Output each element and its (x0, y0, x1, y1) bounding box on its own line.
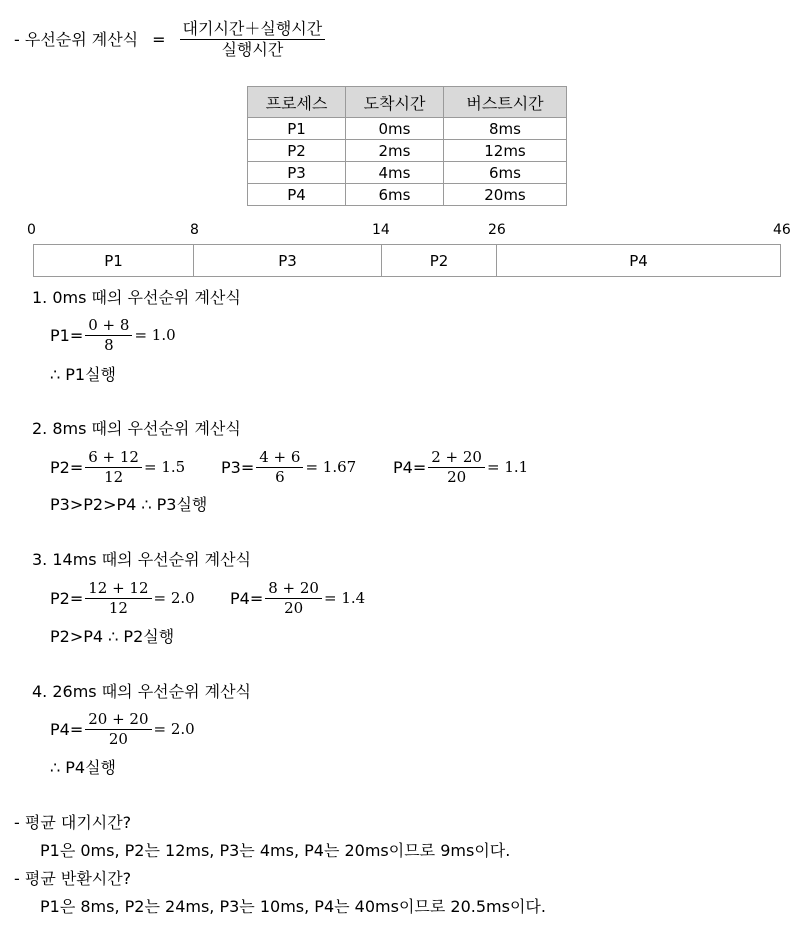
formula-fraction (256, 450, 303, 485)
formula-numerator: 6 + 12 (85, 450, 142, 468)
formula-numerator: 12 + 12 (85, 581, 151, 599)
formula-fraction (428, 450, 485, 485)
formula-fraction (85, 318, 132, 353)
table-row (248, 162, 567, 184)
col-header-arrival: 도착시간 (346, 87, 444, 118)
formula-denominator: 20 (447, 468, 467, 486)
formula-denominator: 12 (108, 599, 128, 617)
formula-denominator: 20 (108, 730, 128, 748)
gantt-tick: 14 (372, 222, 390, 238)
table-cell: 6ms (444, 162, 567, 184)
table-row (248, 140, 567, 162)
step-1-heading: 1. 0ms 때의 우선순위 계산식 (32, 288, 241, 307)
table-row (248, 118, 567, 140)
formula-numerator: 8 + 20 (265, 581, 322, 599)
gantt-segment-p2: P2 (381, 245, 496, 276)
formula-lhs: P4= (50, 719, 84, 739)
formula-value: = 1.0 (134, 326, 176, 344)
formula-lhs: P2= (50, 457, 84, 477)
formula-numerator: 20 + 20 (85, 712, 151, 730)
formula-lhs: P1= (50, 325, 84, 345)
formula-lhs: P4= (230, 588, 264, 608)
priority-formula (14, 21, 327, 58)
step-2-formula-p3 (221, 450, 356, 485)
table-cell: 20ms (444, 184, 567, 206)
formula-fraction (180, 21, 326, 58)
gantt-segment-p3: P3 (193, 245, 381, 276)
table-cell: 8ms (444, 118, 567, 140)
table-row (248, 184, 567, 206)
formula-value: = 1.4 (323, 589, 366, 607)
formula-numerator: 2 + 20 (428, 450, 485, 468)
step-3-result: P2>P4 ∴ P2실행 (50, 627, 175, 646)
gantt-tick: 8 (190, 222, 199, 238)
formula-denominator: 20 (284, 599, 304, 617)
step-2-formula-p4 (393, 450, 528, 485)
formula-numerator: 대기시간＋실행시간 (180, 21, 326, 40)
step-4-result: ∴ P4실행 (50, 758, 117, 777)
formula-denominator: 12 (104, 468, 124, 486)
formula-lhs: P3= (221, 457, 255, 477)
avg-turnaround-title: - 평균 반환시간? (14, 869, 132, 888)
gantt-tick: 0 (27, 222, 36, 238)
step-3-formula-p4 (230, 581, 365, 616)
formula-denominator: 8 (104, 336, 114, 354)
gantt-chart (33, 244, 781, 277)
col-header-process: 프로세스 (248, 87, 346, 118)
formula-equals: = (152, 29, 166, 49)
formula-value: = 1.1 (486, 458, 529, 476)
table-cell: 0ms (346, 118, 444, 140)
avg-wait-title: - 평균 대기시간? (14, 813, 132, 832)
table-cell: P3 (248, 162, 346, 184)
formula-fraction (85, 712, 151, 747)
step-2-formula-p2 (50, 450, 185, 485)
gantt-segment-p4: P4 (496, 245, 780, 276)
formula-lhs: P4= (393, 457, 427, 477)
process-table (247, 86, 567, 206)
table-cell: 12ms (444, 140, 567, 162)
table-cell: 2ms (346, 140, 444, 162)
formula-fraction (85, 581, 151, 616)
gantt-tick: 26 (488, 222, 506, 238)
gantt-segment-p1: P1 (104, 251, 123, 270)
formula-numerator: 0 + 8 (85, 318, 132, 336)
formula-fraction (85, 450, 142, 485)
step-3-formula-p2 (50, 581, 195, 616)
step-3-heading: 3. 14ms 때의 우선순위 계산식 (32, 550, 251, 569)
avg-turnaround-text: P1은 8ms, P2는 24ms, P3는 10ms, P4는 40ms이므로 20.5ms이다. (40, 897, 546, 916)
formula-fraction (265, 581, 322, 616)
gantt-tick: 46 (773, 222, 791, 238)
formula-denominator: 실행시간 (221, 40, 284, 59)
formula-value: = 1.67 (305, 458, 357, 476)
step-1-result: ∴ P1실행 (50, 365, 117, 384)
table-cell: 4ms (346, 162, 444, 184)
formula-value: = 2.0 (153, 720, 195, 738)
avg-wait-text: P1은 0ms, P2는 12ms, P3는 4ms, P4는 20ms이므로 9ms이다. (40, 841, 511, 860)
formula-value: = 1.5 (143, 458, 186, 476)
table-header-row (248, 87, 567, 118)
step-1-formula-p1 (50, 318, 176, 353)
col-header-burst: 버스트시간 (444, 87, 567, 118)
formula-denominator: 6 (275, 468, 285, 486)
formula-lhs: P2= (50, 588, 84, 608)
table-cell: P1 (248, 118, 346, 140)
table-cell: 6ms (346, 184, 444, 206)
formula-numerator: 4 + 6 (256, 450, 303, 468)
step-2-heading: 2. 8ms 때의 우선순위 계산식 (32, 419, 241, 438)
formula-title: - 우선순위 계산식 (14, 29, 139, 49)
formula-value: = 2.0 (153, 589, 195, 607)
table-cell: P4 (248, 184, 346, 206)
step-4-formula-p4 (50, 712, 195, 747)
step-2-result: P3>P2>P4 ∴ P3실행 (50, 495, 208, 514)
step-4-heading: 4. 26ms 때의 우선순위 계산식 (32, 682, 251, 701)
table-cell: P2 (248, 140, 346, 162)
